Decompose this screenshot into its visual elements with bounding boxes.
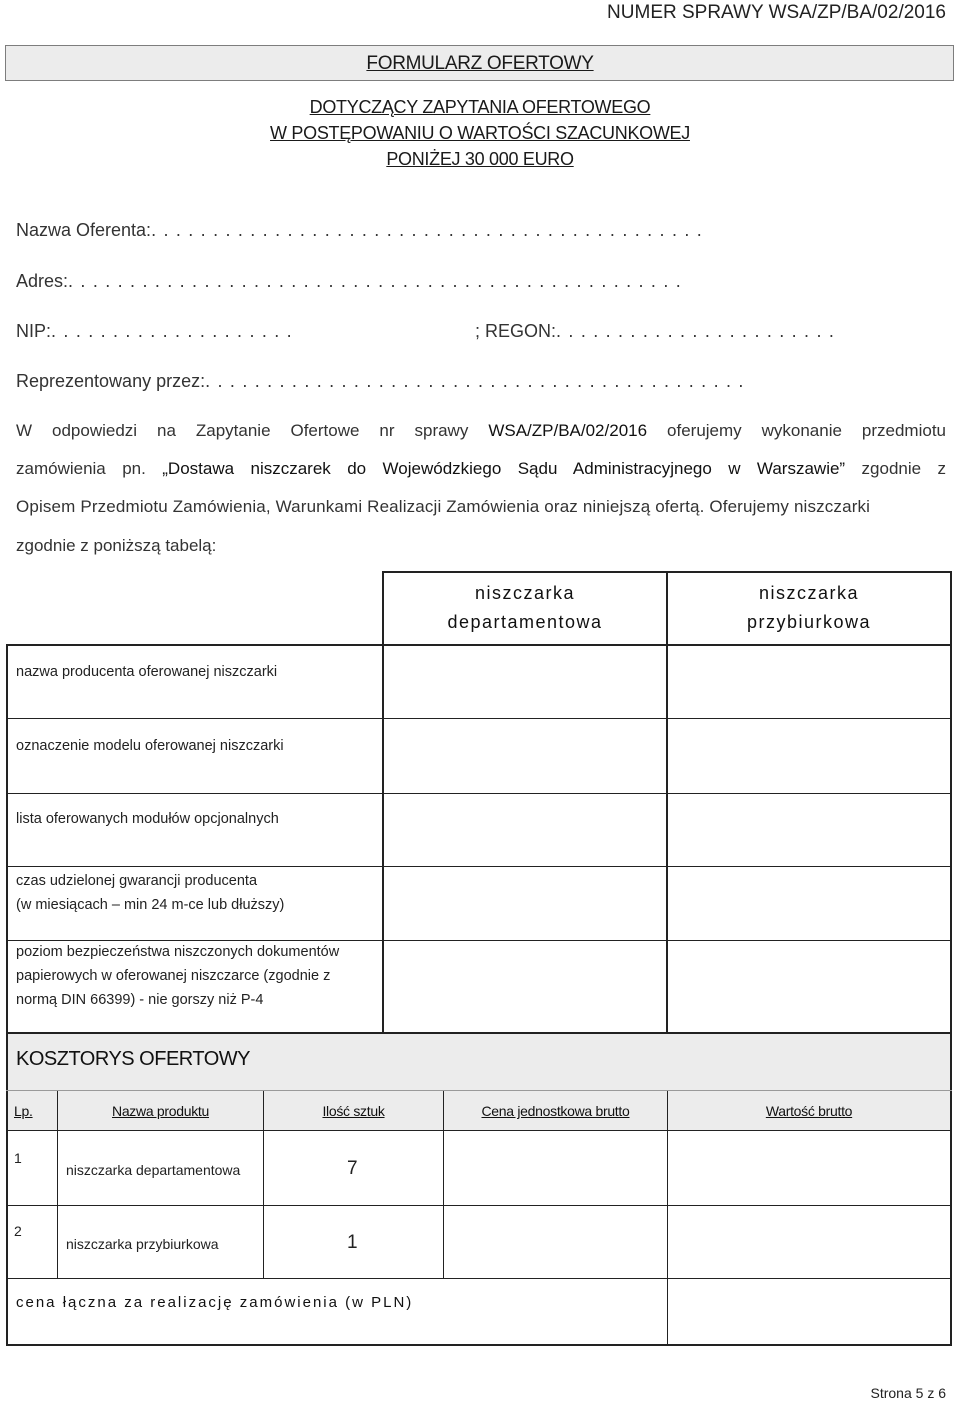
intro-case-number: WSA/ZP/BA/02/2016	[488, 421, 648, 440]
table-border	[6, 644, 8, 1034]
table-border	[950, 1034, 952, 1346]
representative-dots[interactable]: . . . . . . . . . . . . . . . . . . . . . . . . . . . . . . . . . . . . . . . . . . . .	[205, 371, 745, 391]
address-field[interactable]	[16, 271, 682, 292]
nip-label: NIP:	[16, 321, 52, 341]
intro-line-4: zgodnie z poniższą tabelą:	[16, 536, 217, 555]
row-1-quantity: 7	[347, 1158, 358, 1179]
case-number: NUMER SPRAWY WSA/ZP/BA/02/2016	[607, 2, 946, 23]
table-border	[6, 1034, 8, 1346]
table-border	[950, 571, 952, 1034]
total-price-label: cena łączna za realizację zamówienia (w PLN)	[16, 1294, 414, 1311]
header-text: niszczarka	[474, 583, 576, 603]
row-label-text: czas udzielonej gwarancji producenta	[16, 873, 258, 889]
page-number: Strona 5 z 6	[870, 1385, 946, 1401]
total-price-cell[interactable]	[668, 1279, 950, 1344]
cost-table-title: KOSZTORYS OFERTOWY	[16, 1048, 251, 1070]
intro-text: W odpowiedzi na Zapytanie Ofertowe nr sprawy	[16, 421, 469, 440]
table-border	[6, 1344, 952, 1346]
intro-text: zgodnie z	[861, 459, 947, 478]
row-2-total-cell[interactable]	[668, 1206, 950, 1278]
row-2-unit-price-cell[interactable]	[444, 1206, 667, 1278]
cell-manufacturer-departmental[interactable]	[384, 646, 666, 718]
intro-line-2	[16, 459, 946, 479]
form-title: FORMULARZ OFERTOWY	[366, 53, 594, 74]
row-2-product: niszczarka przybiurkowa	[66, 1236, 219, 1252]
row-label-manufacturer: nazwa producenta oferowanej niszczarki	[16, 664, 278, 680]
cell-model-departmental[interactable]	[384, 719, 666, 793]
procurement-title: „Dostawa niszczarek do Wojewódzkiego Sądu Administracyjnego w Warszawie”	[162, 459, 846, 478]
row-label-model: oznaczenie modelu oferowanej niszczarki	[16, 738, 284, 754]
address-label: Adres:	[16, 271, 69, 291]
cell-warranty-desk[interactable]	[668, 867, 950, 940]
bidder-name-field[interactable]	[16, 220, 703, 241]
col-header-departmental	[384, 579, 666, 637]
header-text: departamentowa	[447, 612, 603, 632]
cell-model-desk[interactable]	[668, 719, 950, 793]
row-label-text: normą DIN 66399) - nie gorszy niż P-4	[16, 992, 264, 1008]
row-2-quantity: 1	[347, 1232, 358, 1253]
subtitle-line-3: PONIŻEJ 30 000 EURO	[386, 149, 574, 169]
intro-line-1	[16, 421, 946, 441]
cell-manufacturer-desk[interactable]	[668, 646, 950, 718]
representative-field[interactable]	[16, 371, 745, 392]
cell-warranty-departmental[interactable]	[384, 867, 666, 940]
table-border	[263, 1091, 264, 1278]
col-header-quantity: Ilość sztuk	[322, 1103, 385, 1119]
col-header-desk	[668, 579, 950, 637]
row-2-lp: 2	[14, 1223, 22, 1239]
table-border	[57, 1091, 58, 1278]
cell-modules-desk[interactable]	[668, 794, 950, 866]
row-label-text: poziom bezpieczeństwa niszczonych dokumentów	[16, 944, 340, 960]
col-header-unit-price: Cena jednostkowa brutto	[481, 1103, 630, 1119]
regon-field[interactable]	[475, 321, 835, 342]
address-dots[interactable]: . . . . . . . . . . . . . . . . . . . . . . . . . . . . . . . . . . . . . . . . . . . . . . . . . .	[68, 271, 682, 291]
row-label-security-level	[16, 940, 339, 1012]
row-label-text: (w miesiącach – min 24 m-ce lub dłuższy)	[16, 897, 285, 913]
nip-field[interactable]	[16, 321, 293, 342]
row-1-lp: 1	[14, 1150, 22, 1166]
row-1-total-cell[interactable]	[668, 1131, 950, 1205]
row-label-text: papierowych w oferowanej niszczarce (zgodnie z	[16, 968, 331, 984]
row-1-unit-price-cell[interactable]	[444, 1131, 667, 1205]
subtitle-line-2: W POSTĘPOWANIU O WARTOŚCI SZACUNKOWEJ	[270, 123, 690, 143]
cell-modules-departmental[interactable]	[384, 794, 666, 866]
row-label-modules: lista oferowanych modułów opcjonalnych	[16, 811, 279, 827]
table-border	[6, 1090, 952, 1091]
cell-security-departmental[interactable]	[384, 941, 666, 1032]
representative-label: Reprezentowany przez:	[16, 371, 206, 391]
nip-dots[interactable]: . . . . . . . . . . . . . . . . . . . .	[51, 321, 293, 341]
row-label-warranty	[16, 869, 284, 917]
regon-label: ; REGON:	[475, 321, 557, 341]
intro-text: oferujemy wykonanie przedmiotu	[667, 421, 947, 440]
col-header-product: Nazwa produktu	[112, 1103, 209, 1119]
header-text: przybiurkowa	[746, 612, 872, 632]
row-1-product: niszczarka departamentowa	[66, 1162, 241, 1178]
intro-text: zamówienia pn.	[16, 459, 146, 478]
header-text: niszczarka	[758, 583, 860, 603]
bidder-name-dots[interactable]: . . . . . . . . . . . . . . . . . . . . . . . . . . . . . . . . . . . . . . . . . . . . .	[151, 220, 703, 240]
cell-security-desk[interactable]	[668, 941, 950, 1032]
subtitle-line-1: DOTYCZĄCY ZAPYTANIA OFERTOWEGO	[309, 97, 651, 117]
col-header-lp: Lp.	[14, 1103, 33, 1119]
regon-dots[interactable]: . . . . . . . . . . . . . . . . . . . . . . .	[556, 321, 836, 341]
col-header-total-value: Wartość brutto	[765, 1103, 853, 1119]
bidder-name-label: Nazwa Oferenta:	[16, 220, 152, 240]
intro-line-3: Opisem Przedmiotu Zamówienia, Warunkami Realizacji Zamówienia oraz niniejszą ofertą. Oferujemy niszczarki	[16, 497, 871, 516]
